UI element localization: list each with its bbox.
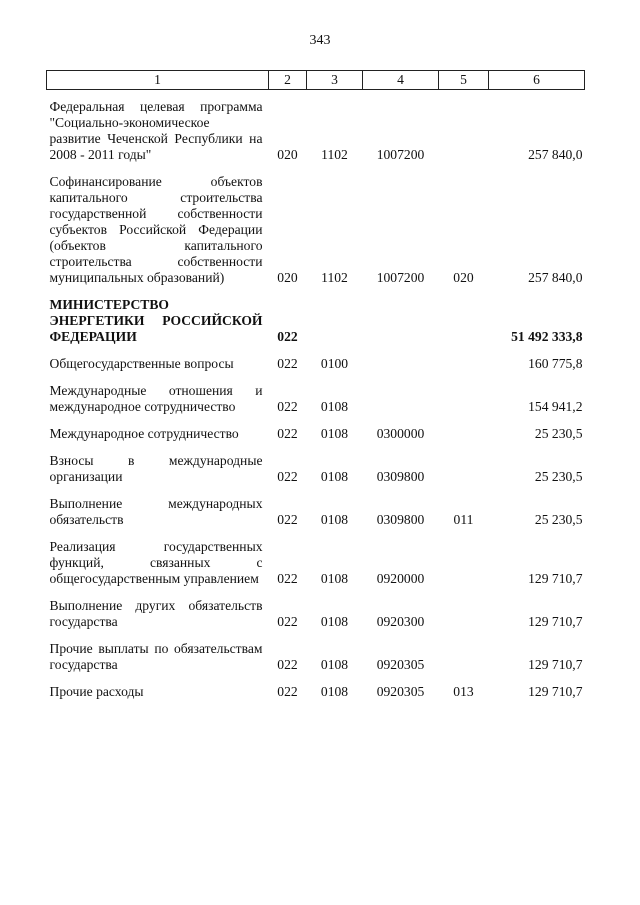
section-code-cell: 0108 <box>320 426 349 441</box>
expense-type-cell <box>439 417 489 444</box>
target-article-cell: 1007200 <box>376 147 425 162</box>
section-code-cell: 0108 <box>320 657 349 672</box>
amount-cell: 129 710,7 <box>528 614 583 629</box>
amount-cell: 25 230,5 <box>534 469 583 484</box>
target-article-cell: 0300000 <box>376 426 425 441</box>
target-article-cell <box>363 288 439 347</box>
table-row <box>47 444 585 487</box>
section-code-cell: 1102 <box>321 270 348 285</box>
amount-cell: 129 710,7 <box>528 657 583 672</box>
ministry-code-cell: 022 <box>277 614 298 629</box>
table-row <box>47 347 585 374</box>
expense-type-cell <box>439 374 489 417</box>
target-article-cell <box>363 374 439 417</box>
table-row <box>47 675 585 702</box>
row-name-cell: Софинансирование объектов капитального строительства государственной собственности субъектов Российской Федерации (объектов капитального строительства собственности муниципальных образований) <box>49 174 263 285</box>
target-article-cell <box>363 347 439 374</box>
column-header: 2 <box>269 71 307 90</box>
amount-cell: 154 941,2 <box>528 399 583 414</box>
header-row <box>47 71 585 90</box>
amount-cell: 257 840,0 <box>528 147 583 162</box>
ministry-code-cell: 022 <box>277 426 298 441</box>
ministry-code-cell: 022 <box>277 469 298 484</box>
ministry-code-cell: 020 <box>277 270 298 285</box>
table-row <box>47 417 585 444</box>
section-code-cell: 0108 <box>320 512 349 527</box>
row-name-cell: МИНИСТЕРСТВО ЭНЕРГЕТИКИ РОССИЙСКОЙ ФЕДЕРАЦИИ <box>49 297 263 344</box>
expense-type-cell: 011 <box>453 512 474 527</box>
amount-cell: 257 840,0 <box>528 270 583 285</box>
target-article-cell: 0920300 <box>376 614 425 629</box>
row-name-cell: Выполнение других обязательств государства <box>49 598 263 629</box>
table-row <box>47 589 585 632</box>
section-code-cell: 0108 <box>320 399 349 414</box>
ministry-code-cell: 022 <box>277 571 298 586</box>
table-header <box>47 71 585 90</box>
table-row <box>47 165 585 288</box>
target-article-cell: 0920305 <box>376 657 425 672</box>
expense-type-cell <box>439 288 489 347</box>
section-code-cell: 0108 <box>320 571 349 586</box>
expense-type-cell <box>439 632 489 675</box>
amount-cell: 129 710,7 <box>528 684 583 699</box>
ministry-code-cell: 022 <box>277 512 298 527</box>
table-row <box>47 632 585 675</box>
table-row <box>47 374 585 417</box>
page-number: 343 <box>309 33 331 48</box>
amount-cell: 129 710,7 <box>528 571 583 586</box>
expense-type-cell: 020 <box>453 270 474 285</box>
column-header: 6 <box>489 71 585 90</box>
row-name-cell: Общегосударственные вопросы <box>49 356 234 371</box>
row-name-cell: Прочие расходы <box>49 684 144 699</box>
amount-cell: 25 230,5 <box>534 426 583 441</box>
section-code-cell: 0100 <box>320 356 349 371</box>
row-name-cell: Международные отношения и международное сотрудничество <box>49 383 263 414</box>
table-body <box>47 90 585 703</box>
column-header: 4 <box>363 71 439 90</box>
section-code-cell <box>307 288 363 347</box>
table-row <box>47 288 585 347</box>
expense-type-cell: 013 <box>453 684 474 699</box>
row-name-cell: Реализация государственных функций, связанных с общегосударственным управлением <box>49 539 263 586</box>
target-article-cell: 1007200 <box>376 270 425 285</box>
table-row <box>47 530 585 589</box>
expense-type-cell <box>439 530 489 589</box>
row-name-cell: Взносы в международные организации <box>49 453 263 484</box>
column-header: 5 <box>439 71 489 90</box>
amount-cell: 25 230,5 <box>534 512 583 527</box>
section-code-cell: 0108 <box>320 469 349 484</box>
column-header: 3 <box>307 71 363 90</box>
expense-type-cell <box>439 90 489 166</box>
budget-table <box>46 70 585 702</box>
row-name-cell: Выполнение международных обязательств <box>49 496 263 527</box>
ministry-code-cell: 022 <box>277 399 298 414</box>
ministry-code-cell: 022 <box>277 329 298 344</box>
section-code-cell: 0108 <box>320 684 349 699</box>
target-article-cell: 0920305 <box>376 684 425 699</box>
target-article-cell: 0920000 <box>376 571 425 586</box>
section-code-cell: 1102 <box>321 147 348 162</box>
expense-type-cell <box>439 347 489 374</box>
ministry-code-cell: 022 <box>277 657 298 672</box>
row-name-cell: Федеральная целевая программа "Социально-экономическое развитие Чеченской Республики на 2008 - 2011 годы" <box>49 99 263 162</box>
target-article-cell: 0309800 <box>376 469 425 484</box>
amount-cell: 51 492 333,8 <box>511 329 583 344</box>
target-article-cell: 0309800 <box>376 512 425 527</box>
column-header: 1 <box>47 71 269 90</box>
table-row <box>47 90 585 166</box>
row-name-cell: Прочие выплаты по обязательствам государства <box>49 641 263 672</box>
ministry-code-cell: 022 <box>277 356 298 371</box>
row-name-cell: Международное сотрудничество <box>49 426 239 441</box>
amount-cell: 160 775,8 <box>528 356 583 371</box>
ministry-code-cell: 020 <box>277 147 298 162</box>
expense-type-cell <box>439 589 489 632</box>
ministry-code-cell: 022 <box>277 684 298 699</box>
expense-type-cell <box>439 444 489 487</box>
section-code-cell: 0108 <box>320 614 349 629</box>
table-row <box>47 487 585 530</box>
